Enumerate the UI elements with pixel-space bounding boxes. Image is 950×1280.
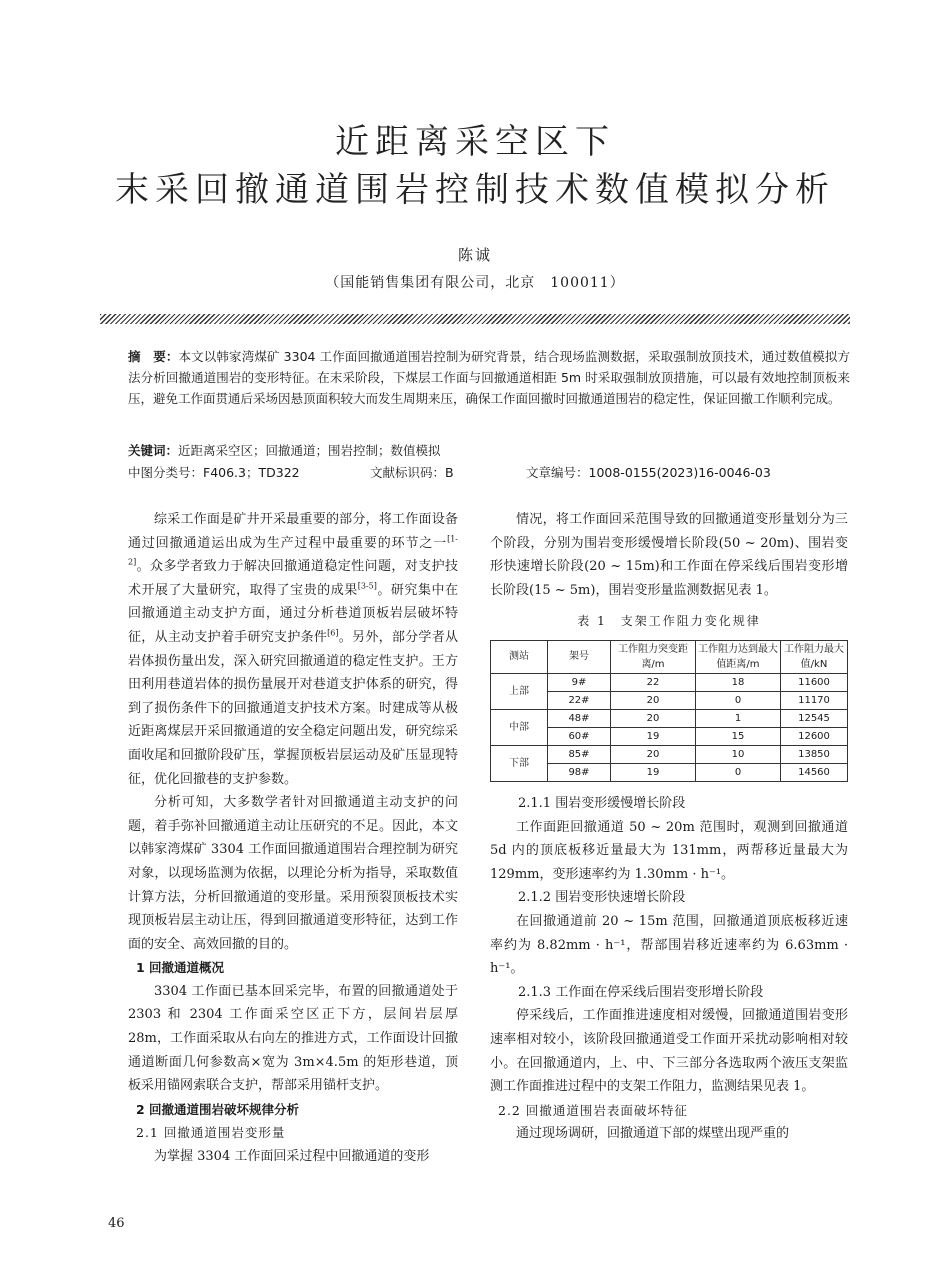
station-cell: 下部 [491,745,548,781]
table-header: 工作阻力最大值/kN [781,640,848,673]
table-cell: 12545 [781,709,848,727]
left-column [128,508,458,1169]
table-cell: 13850 [781,745,848,763]
subsection-2-1-2-paragraph: 在回撤通道前 20 ~ 15m 范围，回撤通道顶底板移近速率约为 8.82mm · h⁻¹，帮部围岩移近速率约为 6.63mm · h⁻¹。 [490,913,848,977]
table-cell: 60# [548,727,611,745]
table-cell: 0 [696,691,781,709]
subsection-heading-2-2: 2.2 回撤通道围岩表面破坏特征 [498,1102,688,1118]
abstract [128,346,850,409]
table-cell: 0 [696,763,781,781]
affiliation: （国能销售集团有限公司，北京 100011） [325,275,625,291]
table-header: 测站 [491,640,548,673]
subsection-2-2-paragraph: 通过现场调研，回撤通道下部的煤壁出现严重的 [516,1126,790,1142]
table-cell: 19 [611,727,696,745]
table-header: 工作阻力达到最大值距离/m [696,640,781,673]
citation: [6] [327,628,339,638]
page-number: 46 [108,1216,125,1231]
article-meta [128,462,850,483]
table-cell: 20 [611,709,696,727]
table-cell: 22# [548,691,611,709]
station-cell: 中部 [491,709,548,745]
table-cell: 85# [548,745,611,763]
subsection-heading-2-1: 2.1 回撤通道围岩变形量 [136,1125,286,1141]
document-code: 文献标识码：B [370,465,454,480]
section-1-paragraph: 3304 工作面已基本回采完毕，布置的回撤通道处于 2303 和 2304 工作面采空区正下方，层间岩层厚 28m，工作面采取从右向左的推进方式，工作面设计回撤通道断面几何参数高×宽为 3m×4.5m 的矩形巷道，顶板采用锚网索联合支护，帮部采用锚杆支护。 [128,983,458,1094]
hatched-divider [100,314,850,324]
table-row [491,745,848,763]
intro-paragraph-2: 分析可知，大多数学者针对回撤通道主动支护的问题，着手弥补回撤通道主动让压研究的不足。因此，本文以韩家湾煤矿 3304 工作面回撤通道围岩合理控制为研究对象，以现场监测为依据，以理论分析为指导，采取数值计算方法，分析回撤通道的变形量。采用预裂顶板技术实现顶板岩层主动让压，得到回撤通道变形特征，达到工作面的安全、高效回撤的目的。 [128,795,458,952]
clc-number: 中图分类号：F406.3；TD322 [128,465,300,480]
keywords-text: 近距离采空区；回撤通道；围岩控制；数值模拟 [178,443,441,458]
title-line-2: 末采回撤通道围岩控制技术数值模拟分析 [115,170,835,210]
table-caption: 表 1 支架工作阻力变化规律 [577,614,761,629]
table-cell: 20 [611,745,696,763]
abstract-text: 本文以韩家湾煤矿 3304 工作面回撤通道围岩控制为研究背景，结合现场监测数据，采取强制放顶技术，通过数值模拟方法分析回撤通道围岩的变形特征。在末采阶段，下煤层工作面与回撤通道相距 5m 时采取强制放顶措施，可以最有效地控制顶板来压，避免工作面贯通后采场因悬顶面积较大而发生周期来压，确保工作面回撤时回撤通道围岩的稳定性，保证回撤工作顺利完成。 [128,349,850,406]
table-row [491,709,848,727]
keywords [128,440,850,461]
article-number: 文章编号：1008-0155(2023)16-0046-03 [526,465,771,480]
table-header: 工作阻力突变距离/m [611,640,696,673]
author: 陈诚 [457,246,492,264]
title-line-1: 近距离采空区下 [335,122,615,162]
table-cell: 15 [696,727,781,745]
keywords-label: 关键词： [128,443,179,458]
section-heading-1: 1 回撤通道概况 [136,960,225,976]
table-cell: 18 [696,673,781,691]
subsection-2-1-paragraph: 为掌握 3304 工作面回采过程中回撤通道的变形 [154,1149,430,1165]
citation: [1-2] [128,534,458,567]
abstract-label: 摘 要： [128,349,179,364]
intro-paragraph-1: 综采工作面是矿井开采最重要的部分，将工作面设备通过回撤通道运出成为生产过程中最重要的环节之一[1-2]。众多学者致力于解决回撤通道稳定性问题，对支护技术开展了大量研究，取得了宝贵的成果[3-5]。研究集中在回撤通道主动支护方面，通过分析巷道顶板岩层破坏特征，从主动支护着手研究支护条件[6]。另外，部分学者从岩体损伤量出发，深入研究回撤通道的稳定性支护。王方田利用巷道岩体的损伤量展开对巷道支护体系的研究，得到了损伤条件下的回撤通道支护技术方案。时建成等从极近距离煤层开采回撤通道的安全稳定问题出发，研究综采面收尾和回撤阶段矿压，掌握顶板岩层运动及矿压显现特征，优化回撤巷的支护参数。 [128,512,458,787]
right-paragraph-1: 情况，将工作面回采范围导致的回撤通道变形量划分为三个阶段，分别为围岩变形缓慢增长阶段(50 ~ 20m)、围岩变形快速增长阶段(20 ~ 15m)和工作面在停采线后围岩变形增长阶段(15 ~ 5m)，围岩变形量监测数据见表 1。 [490,512,848,598]
subsection-heading-2-1-1: 2.1.1 围岩变形缓慢增长阶段 [518,795,686,811]
table-cell: 14560 [781,763,848,781]
table-cell: 20 [611,691,696,709]
table-cell: 22 [611,673,696,691]
table-cell: 48# [548,709,611,727]
table-cell: 9# [548,673,611,691]
resistance-table [490,640,848,782]
table-cell: 11600 [781,673,848,691]
table-cell: 12600 [781,727,848,745]
station-cell: 上部 [491,673,548,709]
table-row [491,673,848,691]
table-cell: 98# [548,763,611,781]
table-cell: 10 [696,745,781,763]
citation: [3-5] [357,581,377,591]
subsection-heading-2-1-3: 2.1.3 工作面在停采线后围岩变形增长阶段 [518,984,764,1000]
table-header: 架号 [548,640,611,673]
right-column [490,508,848,1146]
table-cell: 1 [696,709,781,727]
subsection-2-1-3-paragraph: 停采线后，工作面推进速度相对缓慢，回撤通道围岩变形速率相对较小，该阶段回撤通道受工作面开采扰动影响相对较小。在回撤通道内，上、中、下三部分各选取两个液压支架监测工作面推进过程中的支架工作阻力，监测结果见表 1。 [490,1008,848,1095]
subsection-heading-2-1-2: 2.1.2 围岩变形快速增长阶段 [518,890,686,906]
subsection-2-1-1-paragraph: 工作面距回撤通道 50 ~ 20m 范围时，观测到回撤通道 5d 内的顶底板移近量最大为 131mm，两帮移近量最大为 129mm，变形速率约为 1.30mm · h⁻¹。 [490,819,848,882]
table-cell: 11170 [781,691,848,709]
table-cell: 19 [611,763,696,781]
section-heading-2: 2 回撤通道围岩破坏规律分析 [136,1101,300,1117]
